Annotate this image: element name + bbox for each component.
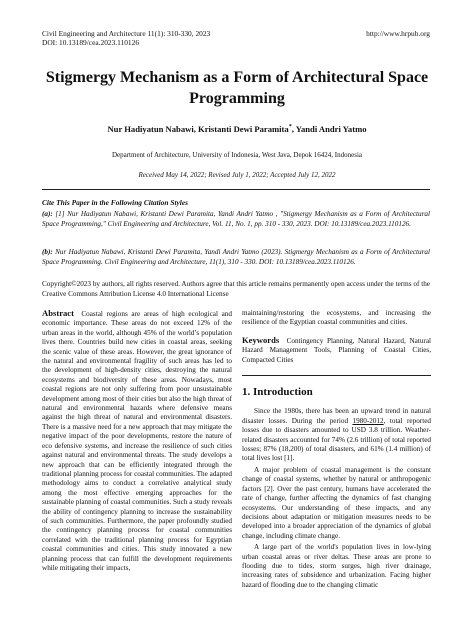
abstract-text: Coastal regions are areas of high ecological and economic importance. These areas do not exceed 12% of the urban areas in the world, although 45% of the world’s population lives there. Countries build new cities in coastal areas, seeking the scenic value of these areas. However, the great ignorance of the natural and environmental fragility of such areas has led to the development of high-density cities, destroying the natural ecosystems and biodiversity of these areas. Nowadays, most coastal regions are not only suffering from poor unsustainable development among most of their cities but also the high threat of natural and environmental hazards where defensive means against the high threat of natural and environmental disasters. There is a massive need for a new approach that may mitigate the negative impact of the poor developments, restore the nature of eco defensive systems, and increase the resilience of such cities against natural and environmental threats. The study develops a new approach that can be efficiently integrated through the traditional planning process for coastal communities. The adapted methodology aims to conduct a correlative analytical study among the most effective emerging approaches for the sustainable planning of coastal communities. Such a study reveals the ability of contingency planning to increase the sustainability of such communities. Furthermore, the paper profoundly studied the contingency planning process for coastal communities correlated with the traditional planning process for Egyptian coastal communities and cities. This study innovated a new planning process that can fulfill the development requirements while mitigating their impacts, [42,310,232,572]
corresponding-mark: * [288,124,292,131]
copyright-notice: Copyright©2023 by authors, all rights reserved. Authors agree that this article remains permanently open access under the terms of the Creative Commons Attribution License 4.0 International License [42,280,430,298]
period-link[interactable]: 1980-2012 [352,416,384,425]
author-list [30,124,444,134]
intro-p1-end: , total reported losses due to disasters amounted to USD 3.8 trillion. Weather-related disasters accounted for 74% (2.6 trillion) of total reported losses; 87% (18,200) of total disasters, and 61% (1.4 million) of total lives lost [1]. [242,416,431,463]
submission-dates: Received May 14, 2022; Revised July 1, 2022; Accepted July 12, 2022 [138,171,336,179]
doi-line: DOI: 10.13189/cea.2023.110126 [42,38,140,47]
abstract-label: Abstract [42,308,74,318]
right-column [242,309,431,592]
left-column [42,309,232,573]
citation-b-label: (b): [42,248,53,256]
citation-b [42,248,430,267]
keywords-label: Keywords [242,334,280,345]
divider [42,189,430,190]
paper-title: Stigmergy Mechanism as a Form of Architectural Space Programming [45,69,429,107]
author-names-tail: , Yandi Andri Yatmo [291,124,367,134]
running-header [42,29,430,47]
citation-a-text: [1] Nur Hadiyatun Nabawi, Kristanti Dewi Paramita, Yandi Andri Yatmo , "Stigmergy Mechanism as a Form of Architectural Space Programming," Civil Engineering and Architecture, Vol. 11, No. 1, pp. 310 - 330, 2023. DOI: 10.13189/cea.2023.110126. [42,210,430,228]
keywords-divider [242,375,431,376]
intro-p1-start: Since the 1980s, there has been an upward trend in natural disaster losses. During the period [242,407,431,425]
journal-line: Civil Engineering and Architecture 11(1): 310-330, 2023 [42,29,211,38]
keywords-block [242,336,431,365]
journal-url[interactable]: http://www.hrpub.org [366,29,430,38]
affiliation: Department of Architecture, University of Indonesia, West Java, Depok 16424, Indonesia [111,151,363,159]
keywords-text: Contingency Planning, Natural Hazard, Natural Hazard Management Tools, Planning of Coastal Cities, Compacted Cities [242,336,432,364]
section-title-introduction: 1. Introduction [242,386,313,399]
intro-paragraph-2: A major problem of coastal management is the constant change of coastal systems, whether by natural or anthropogenic factors [2]. Over the past century, humans have accelerated the rate of change, further affecting the dynamics of fast changing ecosystems. Our understanding of these impacts, and any decisions about adaptation or mitigation measures needs to be developed into a broader appreciation of the dynamics of global change, including climate change. [242,465,431,540]
citation-a-label: (a): [42,210,53,218]
abstract-continued: maintaining/restoring the ecosystems, and increasing the resilience of the Egyptian coastal communities and cities. [242,309,431,327]
citation-a [42,210,430,229]
citation-heading: Cite This Paper in the Following Citation Styles [42,198,188,207]
intro-paragraph-3: A large part of the world's population lives in low-lying urban coastal areas or river deltas. These areas are prone to flooding due to tides, storm surges, high river drainage, increasing rates of subsidence and urbanization. Facing higher hazard of flooding due to the changing climatic [242,543,431,589]
intro-paragraph-1 [242,407,431,463]
citation-b-text: Nur Hadiyatun Nabawi, Kristanti Dewi Paramita, Yandi Andri Yatmo (2023). Stigmergy Mechanism as a Form of Architectural Space Programming. Civil Engineering and Architecture, 11(1), 310 - 330. DOI: 10.13189/cea.2023.110126. [42,248,430,266]
author-names: Nur Hadiyatun Nabawi, Kristanti Dewi Paramita [107,124,289,134]
